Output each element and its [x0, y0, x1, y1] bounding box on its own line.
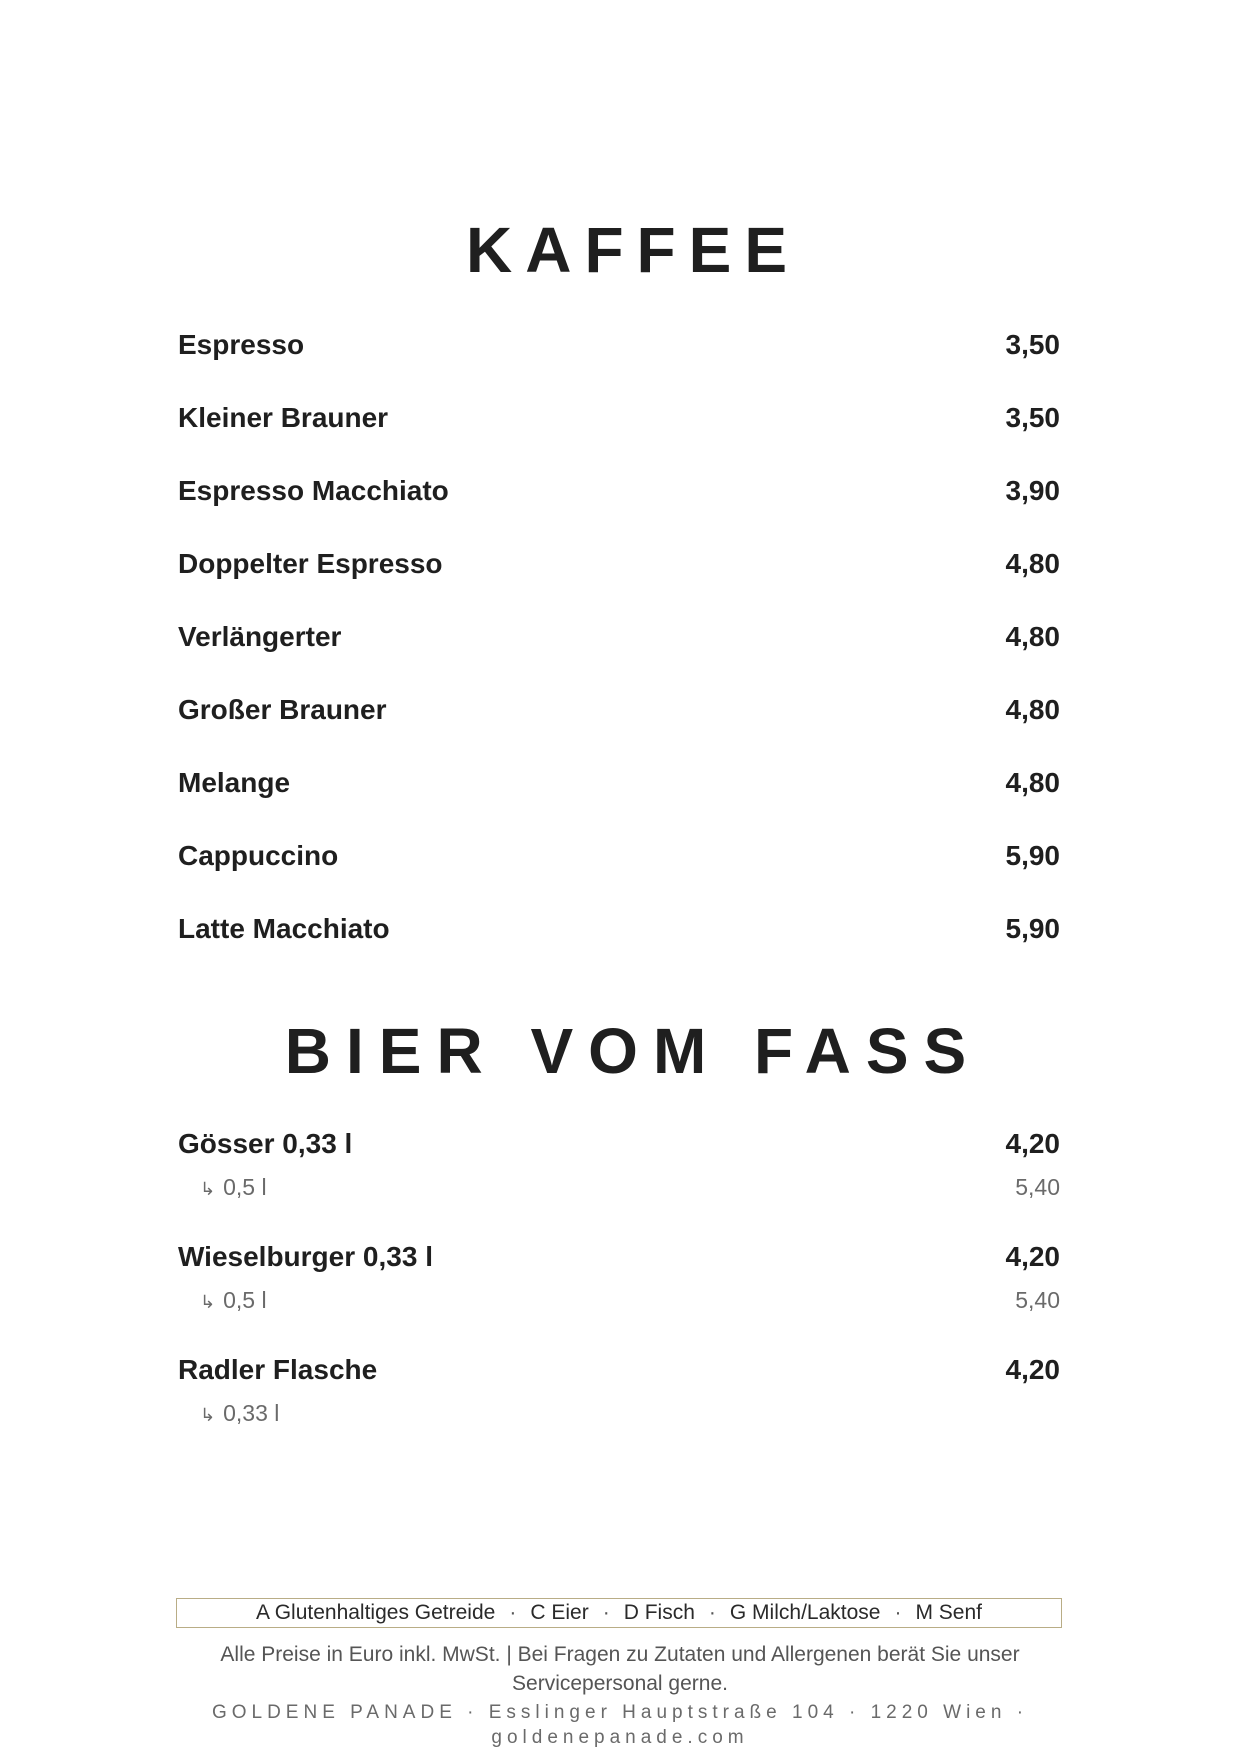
- bier-section-title: BIER VOM FASS: [284, 1015, 982, 1087]
- price-notice: Alle Preise in Euro inkl. MwSt. | Bei Fragen zu Zutaten und Allergenen berät Sie unser Servicepersonal gerne.: [220, 1643, 1020, 1695]
- separator-dot: ·: [894, 1601, 902, 1624]
- menu-sub-item: [178, 1283, 1060, 1317]
- separator-dot: ·: [509, 1601, 517, 1624]
- sub-item-name: [200, 1396, 279, 1432]
- menu-item: [178, 1237, 1060, 1277]
- restaurant-address: GOLDENE PANADE · Esslinger Hauptstraße 104 · 1220 Wien · goldenepanade.com: [211, 1702, 1029, 1748]
- item-name: Espresso: [178, 329, 305, 360]
- item-price: 4,80: [1005, 694, 1060, 725]
- allergen-legend: [176, 1598, 1062, 1628]
- sub-item-price: 5,40: [1015, 1287, 1060, 1313]
- item-name: Radler Flasche: [178, 1354, 378, 1385]
- menu-item: [178, 836, 1060, 876]
- sub-arrow-icon: ↳: [200, 1292, 216, 1312]
- item-price: 3,90: [1005, 475, 1060, 506]
- item-price: 4,80: [1005, 767, 1060, 798]
- menu-item: [178, 398, 1060, 438]
- allergen-entry: C Eier: [530, 1601, 589, 1624]
- item-name: Wieselburger 0,33 l: [178, 1241, 433, 1272]
- menu-sub-item: [178, 1170, 1060, 1204]
- item-name: Doppelter Espresso: [178, 548, 443, 579]
- menu-item: [178, 471, 1060, 511]
- menu-item: [178, 617, 1060, 657]
- sub-item-size: 0,33 l: [223, 1400, 280, 1426]
- item-price: 5,90: [1005, 840, 1060, 871]
- item-price: 3,50: [1005, 329, 1060, 360]
- menu-item: [178, 1124, 1060, 1164]
- item-price: 5,90: [1005, 913, 1060, 944]
- item-price: 3,50: [1005, 402, 1060, 433]
- sub-arrow-icon: ↳: [200, 1405, 216, 1425]
- menu-item: [178, 544, 1060, 584]
- item-name: Kleiner Brauner: [178, 402, 389, 433]
- separator-dot: ·: [708, 1601, 716, 1624]
- menu-item: [178, 690, 1060, 730]
- sub-arrow-icon: ↳: [200, 1179, 216, 1199]
- item-name: Gösser 0,33 l: [178, 1128, 353, 1159]
- menu-item: [178, 909, 1060, 949]
- item-name: Melange: [178, 767, 291, 798]
- item-price: 4,20: [1005, 1241, 1060, 1272]
- item-name: Großer Brauner: [178, 694, 387, 725]
- sub-item-size: 0,5 l: [223, 1287, 267, 1313]
- item-name: Verlängerter: [178, 621, 342, 652]
- allergen-entry: D Fisch: [623, 1601, 695, 1624]
- allergen-entry: A Glutenhaltiges Getreide: [256, 1601, 496, 1624]
- sub-item-name: [200, 1170, 267, 1206]
- item-name: Latte Macchiato: [178, 913, 390, 944]
- kaffee-section-title: KAFFEE: [466, 214, 800, 286]
- item-price: 4,20: [1005, 1128, 1060, 1159]
- allergen-entry: G Milch/Laktose: [729, 1601, 881, 1624]
- allergen-entry: M Senf: [915, 1601, 982, 1624]
- menu-sub-item: [178, 1396, 1060, 1430]
- menu-item: [178, 763, 1060, 803]
- separator-dot: ·: [602, 1601, 610, 1624]
- item-name: Espresso Macchiato: [178, 475, 449, 506]
- item-price: 4,80: [1005, 548, 1060, 579]
- menu-item: [178, 1350, 1060, 1390]
- sub-item-size: 0,5 l: [223, 1174, 267, 1200]
- item-price: 4,20: [1005, 1354, 1060, 1385]
- item-name: Cappuccino: [178, 840, 339, 871]
- sub-item-price: 5,40: [1015, 1174, 1060, 1200]
- menu-item: [178, 325, 1060, 365]
- item-price: 4,80: [1005, 621, 1060, 652]
- sub-item-name: [200, 1283, 267, 1319]
